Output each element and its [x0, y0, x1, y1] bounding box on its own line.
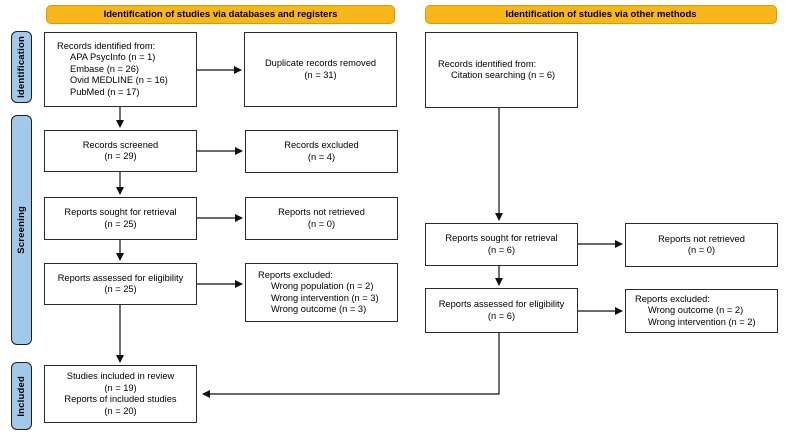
box-text-line: Reports excluded: [258, 269, 333, 280]
box-reports-assessed-databases [44, 263, 197, 305]
box-text-line: (n = 20) [104, 405, 137, 416]
box-text-line: (n = 31) [304, 69, 337, 80]
box-text-line: Reports excluded: [635, 293, 710, 304]
box-text-line: Reports not retrieved [658, 233, 745, 244]
box-studies-included [44, 365, 197, 423]
box-text-line: Embase (n = 26) [70, 63, 139, 74]
box-text-line: (n = 6) [487, 310, 516, 321]
box-text-line: Reports sought for retrieval [445, 233, 558, 243]
box-text-line: Reports sought for retrieval [64, 207, 177, 217]
box-reports-sought-databases [44, 197, 197, 240]
box-text-line: Ovid MEDLINE (n = 16) [70, 75, 168, 86]
box-text-line: Wrong outcome (n = 3) [271, 304, 367, 314]
header-databases-registers [46, 5, 395, 24]
box-text-line: APA PsycInfo (n = 1) [70, 52, 156, 63]
box-text-line: Records excluded [284, 140, 359, 150]
box-reports-not-retrieved-other [625, 223, 778, 267]
box-text-line: Citation searching (n = 6) [451, 70, 556, 80]
box-records-identified-databases [44, 32, 197, 107]
box-reports-sought-other [425, 223, 578, 266]
box-text-line: Reports not retrieved [278, 207, 365, 217]
box-text-line: Wrong outcome (n = 2) [648, 305, 744, 316]
box-text-line: Wrong intervention (n = 3) [271, 292, 379, 303]
box-text-line: (n = 25) [104, 218, 137, 229]
box-text-line: (n = 0) [307, 218, 336, 229]
box-text-line: (n = 19) [104, 382, 137, 393]
stage-screening [11, 115, 32, 345]
stage-included-label: Included [16, 375, 27, 417]
box-text-line: Wrong population (n = 2) [271, 281, 374, 291]
box-text-line: (n = 6) [487, 244, 516, 255]
box-text-line: Wrong intervention (n = 2) [648, 316, 756, 327]
box-reports-assessed-other [425, 288, 578, 333]
box-records-screened [44, 130, 197, 172]
stage-identification-label: Identification [16, 36, 27, 98]
box-text-line: (n = 25) [104, 284, 137, 294]
box-text-line: PubMed (n = 17) [70, 86, 140, 97]
box-text-line: Duplicate records removed [264, 58, 377, 68]
box-duplicate-records-removed [244, 32, 397, 107]
header-other-label: Identification of studies via other methods [505, 9, 697, 20]
box-reports-not-retrieved-databases [245, 197, 398, 240]
box-text-line: Reports assessed for eligibility [57, 272, 184, 283]
header-databases-label: Identification of studies via databases and registers [103, 9, 338, 20]
box-records-excluded [245, 130, 398, 173]
header-other-methods [425, 5, 777, 24]
box-text-line: Studies included in review [66, 371, 175, 381]
box-records-identified-other [425, 32, 578, 108]
stage-included [11, 362, 32, 430]
box-text-line: Reports assessed for eligibility [438, 299, 565, 309]
box-reports-excluded-databases [245, 263, 398, 322]
box-text-line: (n = 29) [104, 151, 137, 161]
box-text-line: (n = 0) [687, 245, 716, 255]
box-reports-excluded-other [625, 289, 778, 333]
box-text-line: Records screened [82, 139, 159, 150]
box-text-line: Reports of included studies [64, 394, 177, 404]
stage-identification [11, 31, 32, 103]
stage-screening-label: Screening [16, 206, 27, 254]
box-text-line: (n = 4) [307, 151, 336, 162]
box-text-line: Records identified from: [438, 58, 537, 69]
box-text-line: Records identified from: [57, 40, 156, 51]
